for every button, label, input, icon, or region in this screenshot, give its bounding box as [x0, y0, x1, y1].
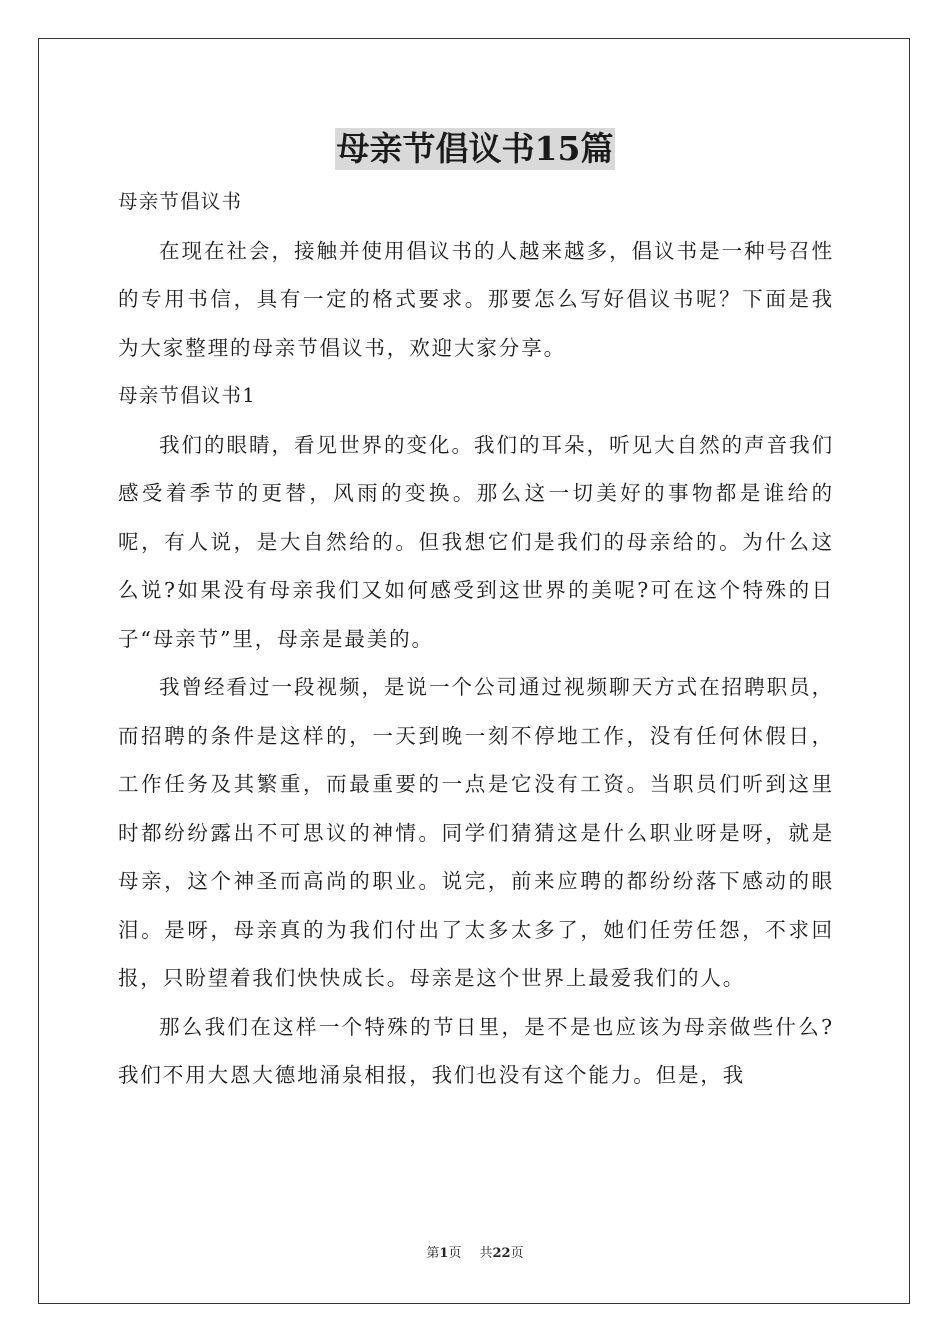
paragraph: 那么我们在这样一个特殊的节日里，是不是也应该为母亲做些什么?我们不用大恩大德地涌泉相报，我们也没有这个能力。但是，我 — [118, 1014, 834, 1087]
page-prefix: 第 — [426, 1246, 440, 1261]
section-heading: 母亲节倡议书1 — [118, 384, 256, 407]
paragraph: 我们的眼睛，看见世界的变化。我们的耳朵，听见大自然的声音我们感受着季节的更替，风雨的变换。那么这一切美好的事物都是谁给的呢，有人说，是大自然给的。但我想它们是我们的母亲给的。为什么这么说?如果没有母亲我们又如何感受到这世界的美呢?可在这个特殊的日子“母亲节”里，母亲是最美的。 — [118, 432, 834, 651]
title-container — [0, 128, 950, 170]
page-number: 1 — [439, 1246, 449, 1261]
section-heading: 母亲节倡议书 — [118, 190, 243, 213]
total-pages: 22 — [492, 1246, 511, 1261]
paragraph: 在现在社会，接触并使用倡议书的人越来越多，倡议书是一种号召性的专用书信，具有一定的格式要求。那要怎么写好倡议书呢？下面是我为大家整理的母亲节倡议书，欢迎大家分享。 — [118, 238, 834, 360]
total-suffix: 页 — [510, 1246, 524, 1261]
document-body — [118, 178, 834, 1100]
document-title: 母亲节倡议书15篇 — [336, 129, 614, 168]
page-footer — [0, 1244, 950, 1264]
total-prefix: 共 — [479, 1246, 493, 1261]
paragraph: 我曾经看过一段视频，是说一个公司通过视频聊天方式在招聘职员，而招聘的条件是这样的，一天到晚一刻不停地工作，没有任何休假日，工作任务及其繁重，而最重要的一点是它没有工资。当职员们听到这里时都纷纷露出不可思议的神情。同学们猜猜这是什么职业呀是呀，就是母亲，这个神圣而高尚的职业。说完，前来应聘的都纷纷落下感动的眼泪。是呀，母亲真的为我们付出了太多太多了，她们任劳任怨，不求回报，只盼望着我们快快成长。母亲是这个世界上最爱我们的人。 — [118, 675, 834, 990]
page-suffix: 页 — [448, 1246, 462, 1261]
